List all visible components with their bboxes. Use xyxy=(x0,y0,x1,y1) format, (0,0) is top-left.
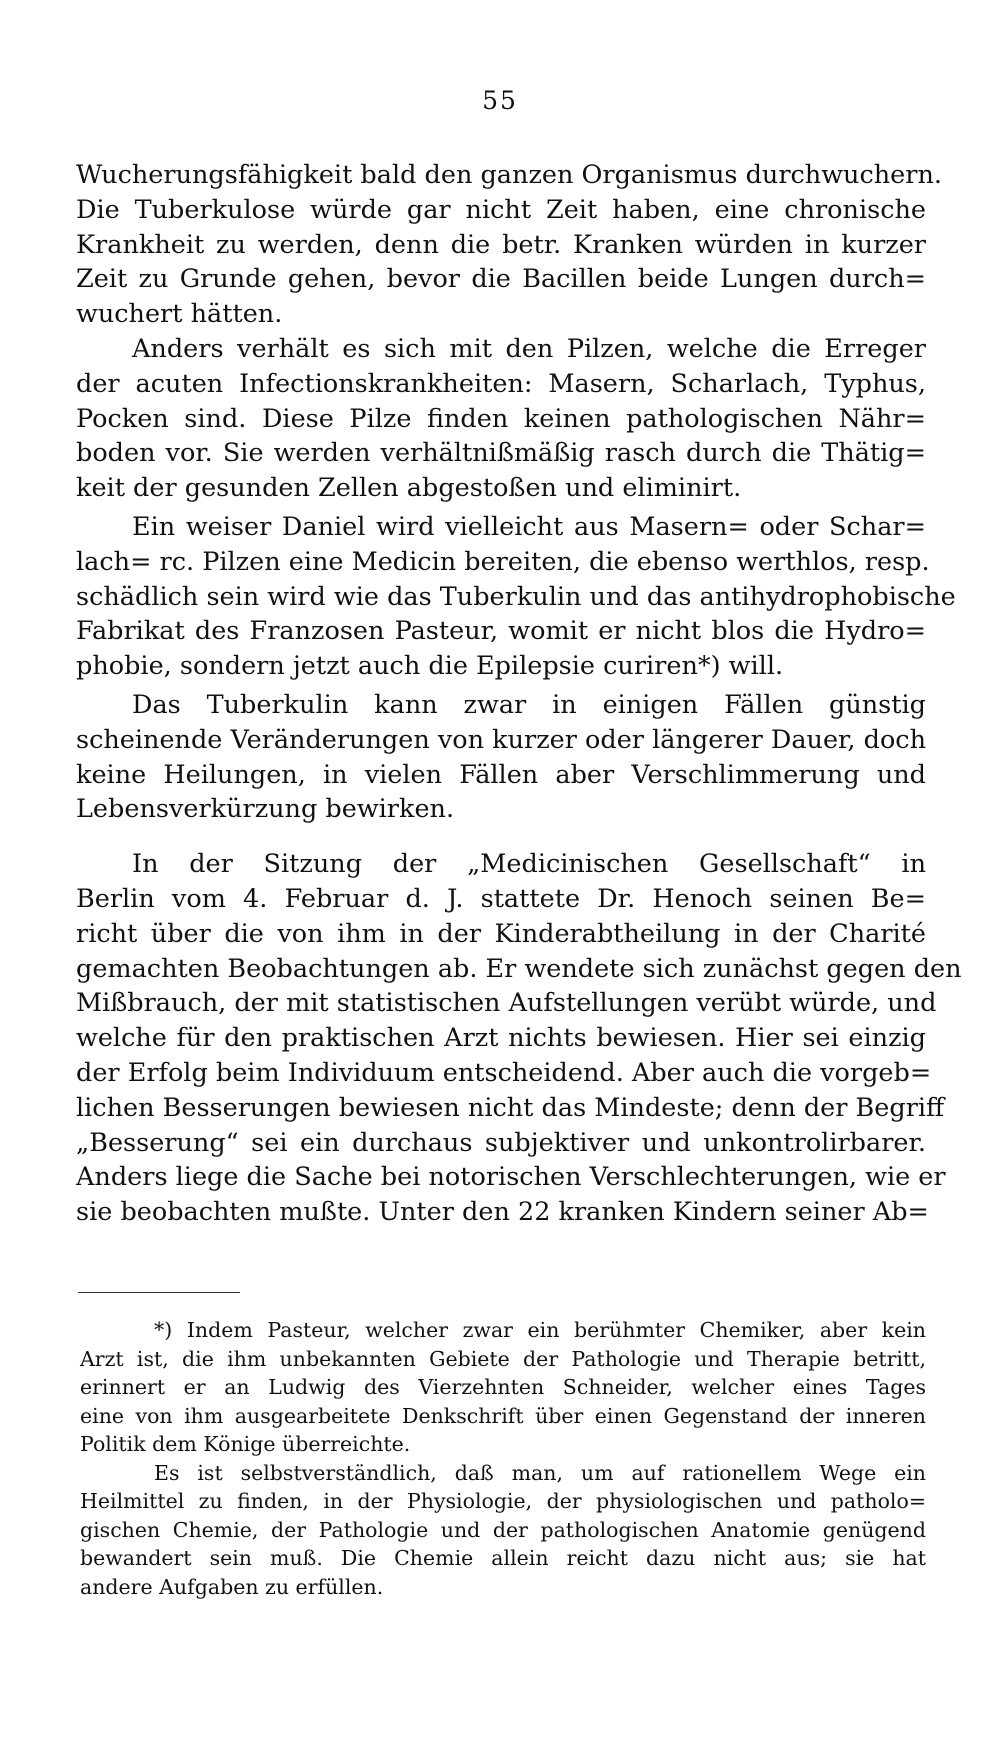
text-line: keine Heilungen, in vielen Fällen aber Verschlimmerung und xyxy=(76,759,926,790)
page-number: 55 xyxy=(482,86,518,115)
text-line: Wucherungsfähigkeit bald den ganzen Organismus durchwuchern. xyxy=(76,160,942,190)
text-line: gemachten Beobachtungen ab. Er wendete sich zunächst gegen den xyxy=(76,953,962,984)
text-line: Krankheit zu werden, denn die betr. Kranken würden in kurzer xyxy=(76,229,926,260)
text-line: welche für den praktischen Arzt nichts bewiesen. Hier sei einzig xyxy=(76,1023,926,1054)
footnote-line: eine von ihm ausgearbeitete Denkschrift über einen Gegenstand der inneren xyxy=(80,1403,926,1428)
text-line: In der Sitzung der „Medicinischen Gesellschaft“ in xyxy=(132,849,926,880)
paragraph xyxy=(76,158,942,332)
footnote-line: Heilmittel zu finden, in der Physiologie, der physiologischen und patholo= xyxy=(80,1489,926,1513)
text-line: scheinende Veränderungen von kurzer oder längerer Dauer, doch xyxy=(76,724,927,755)
text-line: schädlich sein wird wie das Tuberkulin und das antihydrophobische xyxy=(76,581,956,612)
footnote-line: gischen Chemie, der Pathologie und der pathologischen Anatomie genügend xyxy=(80,1517,926,1542)
text-line: Zeit zu Grunde gehen, bevor die Bacillen beide Lungen durch= xyxy=(76,264,926,295)
paragraph xyxy=(76,332,926,506)
text-line: Anders verhält es sich mit den Pilzen, welche die Erreger xyxy=(132,333,926,364)
text-line: lichen Besserungen bewiesen nicht das Mindeste; denn der Begriff xyxy=(76,1092,945,1123)
text-line: Berlin vom 4. Februar d. J. stattete Dr. Henoch seinen Be= xyxy=(76,883,926,914)
main-text xyxy=(76,158,962,1230)
text-line: Pocken sind. Diese Pilze finden keinen pathologischen Nähr= xyxy=(76,403,926,434)
text-line: lach= rc. Pilzen eine Medicin bereiten, die ebenso werthlos, resp. xyxy=(76,546,930,577)
footnote-line: Es ist selbstverständlich, daß man, um auf rationellem Wege ein xyxy=(154,1460,926,1485)
footnotes xyxy=(80,1316,926,1601)
text-line: Mißbrauch, der mit statistischen Aufstellungen verübt würde, und xyxy=(76,988,937,1019)
text-line: sie beobachten mußte. Unter den 22 kranken Kindern seiner Ab= xyxy=(76,1197,929,1228)
text-line: richt über die von ihm in der Kinderabtheilung in der Charité xyxy=(76,918,926,949)
paragraph xyxy=(76,847,962,1230)
text-line: Die Tuberkulose würde gar nicht Zeit haben, eine chronische xyxy=(76,194,926,225)
text-line: „Besserung“ sei ein durchaus subjektiver und unkontrolirbarer. xyxy=(76,1127,926,1158)
text-line: wuchert hätten. xyxy=(76,299,283,330)
footnote-line: Politik dem Könige überreichte. xyxy=(80,1432,411,1456)
text-line: der acuten Infectionskrankheiten: Masern, Scharlach, Typhus, xyxy=(76,368,926,399)
paragraph xyxy=(76,688,926,827)
text-line: der Erfolg beim Individuum entscheidend. Aber auch die vorgeb= xyxy=(76,1057,932,1088)
footnote-line: Arzt ist, die ihm unbekannten Gebiete der Pathologie und Therapie betritt, xyxy=(80,1346,926,1371)
footnote xyxy=(80,1459,926,1602)
text-line: Ein weiser Daniel wird vielleicht aus Masern= oder Schar= xyxy=(132,511,926,542)
text-line: Lebensverkürzung bewirken. xyxy=(76,794,455,825)
footnote-separator xyxy=(78,1292,240,1293)
text-line: Fabrikat des Franzosen Pasteur, womit er nicht blos die Hydro= xyxy=(76,616,926,647)
footnote-line: erinnert er an Ludwig des Vierzehnten Schneider, welcher eines Tages xyxy=(80,1375,926,1399)
footnote-line: bewandert sein muß. Die Chemie allein reicht dazu nicht aus; sie hat xyxy=(80,1546,926,1570)
paragraph xyxy=(76,510,956,684)
footnote-line: *) Indem Pasteur, welcher zwar ein berühmter Chemiker, aber kein xyxy=(154,1318,926,1342)
footnote-line: andere Aufgaben zu erfüllen. xyxy=(80,1574,384,1599)
text-line: boden vor. Sie werden verhältnißmäßig rasch durch die Thätig= xyxy=(76,438,926,469)
footnote xyxy=(80,1316,926,1459)
text-line: Das Tuberkulin kann zwar in einigen Fällen günstig xyxy=(132,689,926,720)
text-line: keit der gesunden Zellen abgestoßen und eliminirt. xyxy=(76,473,742,504)
text-line: phobie, sondern jetzt auch die Epilepsie curiren*) will. xyxy=(76,651,784,682)
text-line: Anders liege die Sache bei notorischen Verschlechterungen, wie er xyxy=(76,1162,946,1193)
